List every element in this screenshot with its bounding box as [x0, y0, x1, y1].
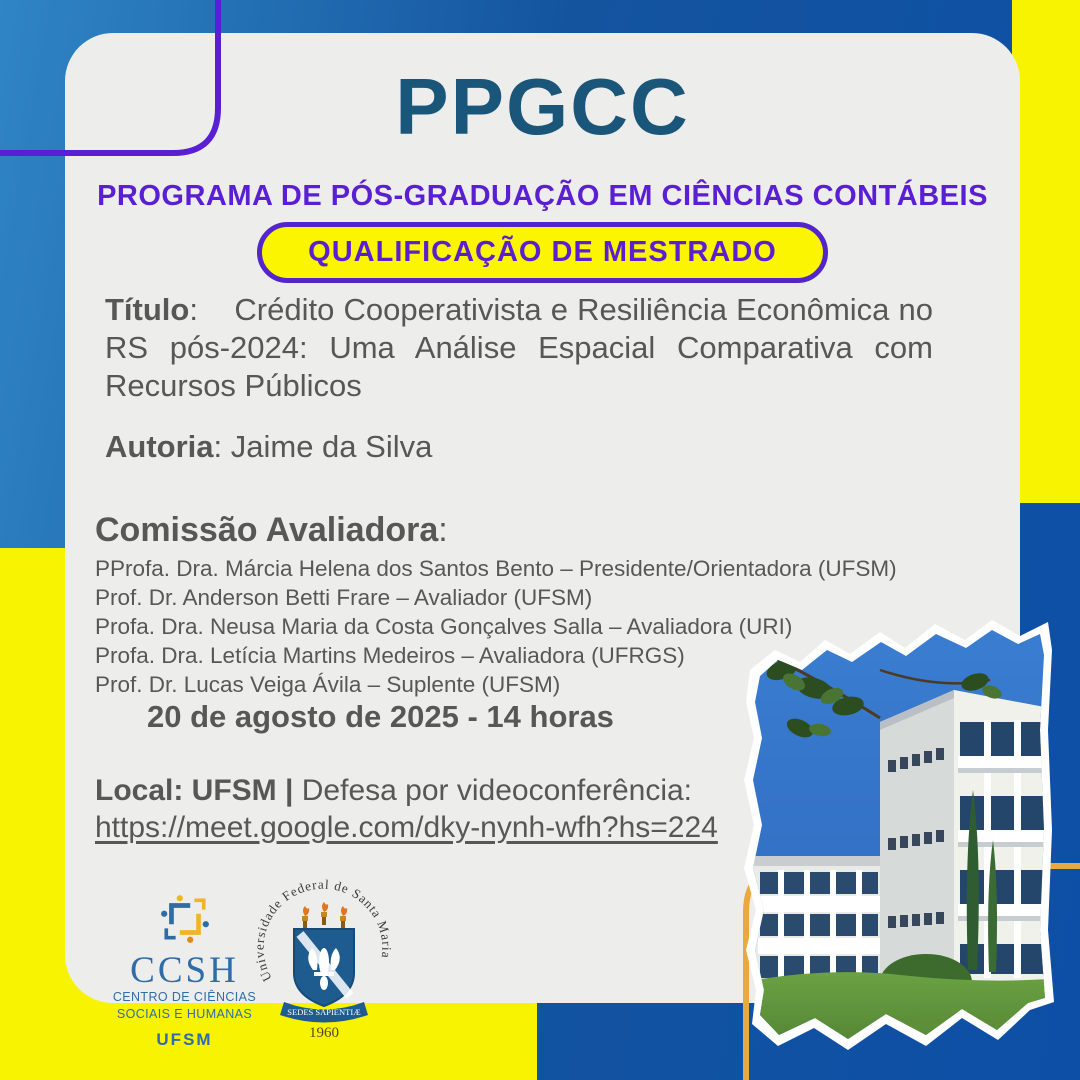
location-pipe: |: [285, 774, 294, 807]
committee-separator: :: [438, 511, 448, 549]
ccsh-line2: SOCIAIS E HUMANAS: [116, 1006, 253, 1021]
seal-circle-text: Universidade Federal de Santa Maria: [251, 876, 395, 985]
committee-heading: [95, 511, 448, 550]
ccsh-logo-icon: [159, 893, 211, 945]
program-name: PROGRAMA DE PÓS-GRADUAÇÃO EM CIÊNCIAS CONTÁBEIS: [97, 180, 988, 212]
campus-building-photo: [730, 610, 1068, 1066]
location-label: Local: UFSM: [95, 774, 277, 807]
ccsh-logo: [112, 893, 257, 1050]
committee-member: Profa. Dra. Letícia Martins Medeiros – Avaliadora (UFRGS): [95, 643, 685, 668]
seal-year: 1960: [309, 1025, 339, 1040]
program-acronym: PPGCC: [395, 62, 690, 151]
committee-label: Comissão Avaliadora: [95, 511, 439, 549]
thesis-title-label: Título: [105, 292, 190, 327]
location-rest: Defesa por videoconferência:: [301, 774, 692, 807]
ccsh-line1: CENTRO DE CIÊNCIAS: [112, 990, 257, 1004]
background-yellow-top-right: [1012, 0, 1080, 503]
ufsm-seal: [248, 876, 400, 1040]
event-badge-wrap: [65, 222, 1020, 283]
thesis-title-separator: :: [189, 292, 198, 327]
ccsh-org: UFSM: [156, 1029, 213, 1049]
location-block: [95, 773, 718, 846]
author-line: [105, 429, 432, 465]
author-separator: :: [213, 429, 223, 464]
event-badge: QUALIFICAÇÃO DE MESTRADO: [257, 222, 828, 283]
seal-motto: SEDES SAPIENTIÆ: [287, 1007, 361, 1017]
seal-torches-icon: [302, 902, 347, 929]
seal-shield-icon: [294, 929, 354, 1006]
committee-member: Profa. Dra. Neusa Maria da Costa Gonçalves Salla – Avaliadora (URI): [95, 614, 793, 639]
meeting-link[interactable]: https://meet.google.com/dky-nynh-wfh?hs=224: [95, 810, 718, 844]
thesis-title-text: Crédito Cooperativista e Resiliência Econômica no RS pós-2024: Uma Análise Espacial Comparativa com Recursos Públicos: [105, 292, 934, 404]
author-label: Autoria: [105, 429, 214, 464]
thesis-title: [105, 291, 933, 405]
committee-member: PProfa. Dra. Márcia Helena dos Santos Bento – Presidente/Orientadora (UFSM): [95, 556, 897, 581]
committee-member: Prof. Dr. Lucas Veiga Ávila – Suplente (UFSM): [95, 672, 561, 697]
ccsh-acronym: CCSH: [130, 950, 239, 991]
author-name: Jaime da Silva: [230, 429, 433, 464]
committee-member: Prof. Dr. Anderson Betti Frare – Avaliador (UFSM): [95, 585, 593, 610]
location-line: [95, 773, 718, 810]
event-datetime: 20 de agosto de 2025 - 14 horas: [147, 699, 614, 734]
